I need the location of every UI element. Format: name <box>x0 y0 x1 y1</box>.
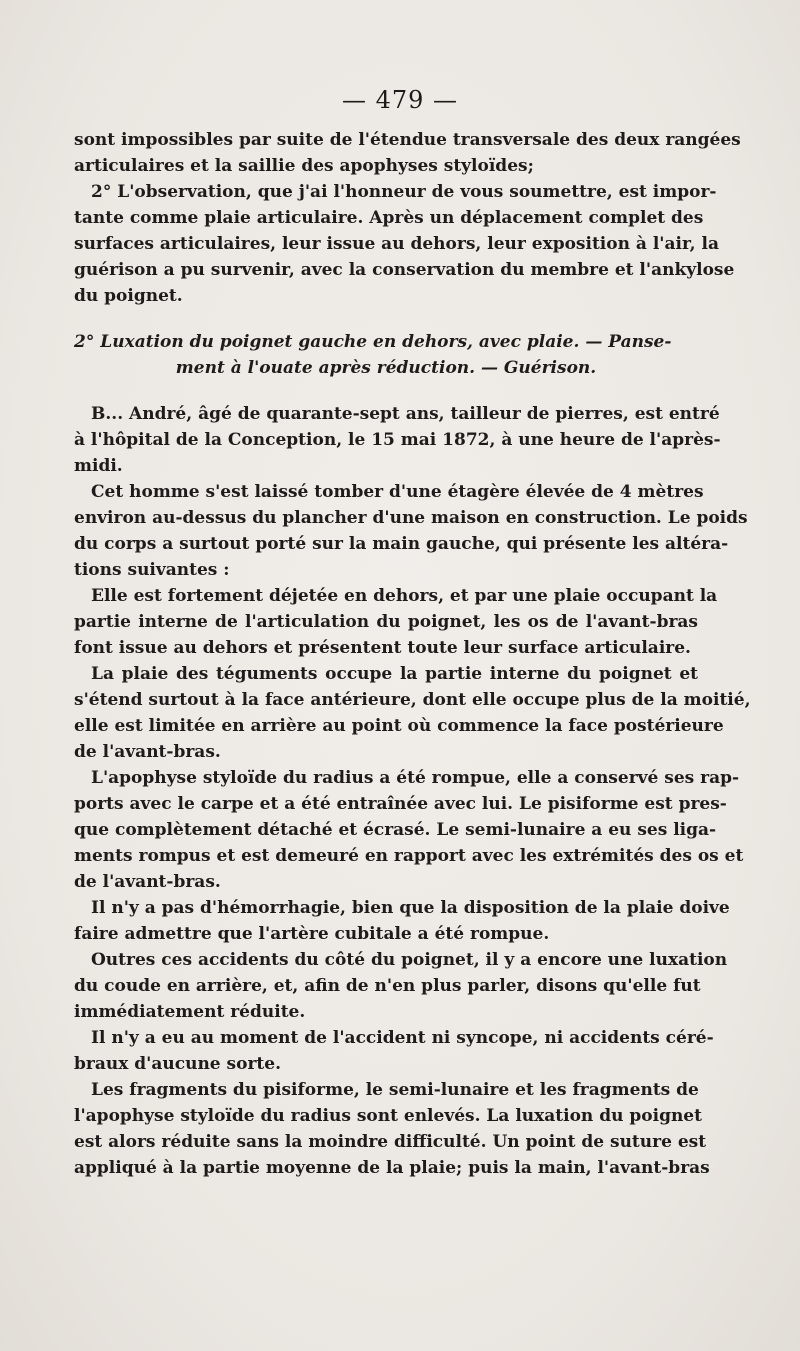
text-line: Il n'y a pas d'hémorrhagie, bien que la disposition de la plaie doive <box>91 898 730 918</box>
text-line: font issue au dehors et présentent toute leur surface articulaire. <box>74 638 691 658</box>
section-heading <box>74 329 698 381</box>
text-line: l'apophyse styloïde du radius sont enlevés. La luxation du poignet <box>74 1106 702 1126</box>
paragraph <box>74 179 735 309</box>
text-line: 2° L'observation, que j'ai l'honneur de vous soumettre, est impor- <box>91 182 717 202</box>
heading-line: 2° Luxation du poignet gauche en dehors, avec plaie. — Panse- <box>74 332 672 352</box>
paragraph <box>74 479 748 583</box>
paragraph <box>74 401 721 479</box>
paragraph <box>74 765 744 895</box>
paragraph <box>74 947 728 1025</box>
paragraph <box>74 1025 714 1077</box>
text-line: immédiatement réduite. <box>74 1002 306 1022</box>
text-line: ments rompus et est demeuré en rapport avec les extrémités des os et <box>74 846 744 866</box>
paragraph <box>74 583 718 661</box>
text-line: guérison a pu survenir, avec la conservation du membre et l'ankylose <box>74 260 735 280</box>
text-line: s'étend surtout à la face antérieure, dont elle occupe plus de la moitié, <box>74 690 751 710</box>
text-line: partie interne de l'articulation du poignet, les os de l'avant-bras <box>74 612 698 632</box>
text-line: du corps a surtout porté sur la main gauche, qui présente les altéra- <box>74 534 729 554</box>
text-line: de l'avant-bras. <box>74 742 221 762</box>
text-line: Cet homme s'est laissé tomber d'une étagère élevée de 4 mètres <box>91 482 704 502</box>
text-line: environ au-dessus du plancher d'une maison en construction. Le poids <box>74 508 748 528</box>
text-line: tions suivantes : <box>74 560 230 580</box>
text-line: faire admettre que l'artère cubitale a été rompue. <box>74 924 550 944</box>
body-text <box>74 127 751 1181</box>
page-number: — 479 — <box>341 86 459 114</box>
text-line: ports avec le carpe et a été entraînée avec lui. Le pisiforme est pres- <box>74 794 727 814</box>
text-line: du poignet. <box>74 286 183 306</box>
text-line: tante comme plaie articulaire. Après un déplacement complet des <box>74 208 704 228</box>
text-line: sont impossibles par suite de l'étendue transversale des deux rangées <box>74 130 741 150</box>
text-line: Les fragments du pisiforme, le semi-lunaire et les fragments de <box>91 1080 699 1100</box>
text-line: L'apophyse styloïde du radius a été rompue, elle a conservé ses rap- <box>91 768 740 788</box>
text-line: du coude en arrière, et, afin de n'en plus parler, disons qu'elle fut <box>74 976 701 996</box>
paragraph <box>74 127 741 179</box>
text-line: midi. <box>74 456 123 476</box>
text-line: elle est limitée en arrière au point où commence la face postérieure <box>74 716 724 736</box>
text-line: à l'hôpital de la Conception, le 15 mai 1872, à une heure de l'après- <box>74 430 721 450</box>
text-line: Elle est fortement déjetée en dehors, et par une plaie occupant la <box>91 586 718 606</box>
heading-line: ment à l'ouate après réduction. — Guérison. <box>175 358 597 378</box>
text-line: B... André, âgé de quarante-sept ans, tailleur de pierres, est entré <box>91 404 720 424</box>
paragraph <box>74 1077 710 1181</box>
text-line: La plaie des téguments occupe la partie interne du poignet et <box>91 664 698 684</box>
text-line: articulaires et la saillie des apophyses styloïdes; <box>74 156 534 176</box>
text-line: Outres ces accidents du côté du poignet, il y a encore une luxation <box>91 950 728 970</box>
text-line: est alors réduite sans la moindre difficulté. Un point de suture est <box>74 1132 707 1152</box>
text-line: Il n'y a eu au moment de l'accident ni syncope, ni accidents céré- <box>91 1028 714 1048</box>
text-line: surfaces articulaires, leur issue au dehors, leur exposition à l'air, la <box>74 234 719 254</box>
text-line: braux d'aucune sorte. <box>74 1054 281 1074</box>
paragraph <box>74 895 730 947</box>
text-line: de l'avant-bras. <box>74 872 221 892</box>
paragraph <box>74 661 751 765</box>
text-line: que complètement détaché et écrasé. Le semi-lunaire a eu ses liga- <box>74 820 717 840</box>
text-line: appliqué à la partie moyenne de la plaie; puis la main, l'avant-bras <box>74 1158 710 1178</box>
